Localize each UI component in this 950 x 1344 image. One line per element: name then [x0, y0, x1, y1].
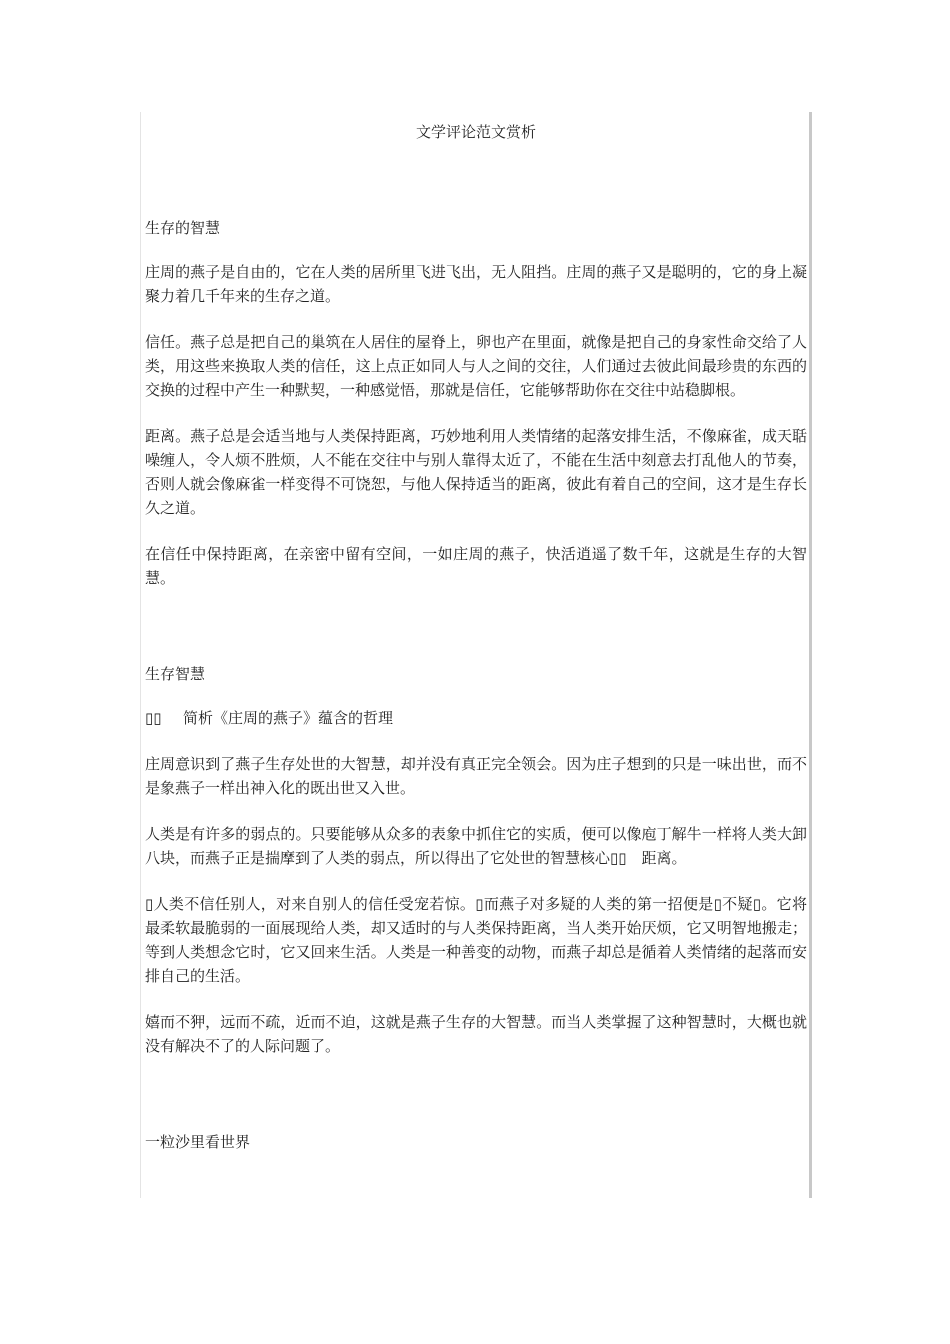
paragraph: 在信任中保持距离，在亲密中留有空间，一如庄周的燕子，快活逍遥了数千年，这就是生存的大智慧。	[145, 545, 807, 587]
page-border-right	[809, 112, 812, 1198]
page-border-left	[140, 112, 141, 1198]
subheading-mark: ▯▯	[145, 709, 162, 727]
section-heading: 生存智慧	[145, 665, 206, 683]
paragraph: 信任。燕子总是把自己的巢筑在人居住的屋脊上，卵也产在里面，就像是把自己的身家性命交给了人类，用这些来换取人类的信任，这上点正如同人与人之间的交往，人们通过去彼此间最珍贵的东西的交换的过程中产生一种默契，一种感觉悟，那就是信任，它能够帮助你在交往中站稳脚根。	[145, 333, 807, 399]
section-heading: 一粒沙里看世界	[145, 1133, 251, 1151]
subheading-text: 简析《庄周的燕子》蕴含的哲理	[183, 709, 394, 727]
paragraph: 距离。燕子总是会适当地与人类保持距离，巧妙地利用人类情绪的起落安排生活，不像麻雀，成天聒噪缠人，令人烦不胜烦，人不能在交往中与别人靠得太近了，不能在生活中刻意去打乱他人的节奏，否则人就会像麻雀一样变得不可饶恕，与他人保持适当的距离，彼此有着自己的空间，这才是生存长久之道。	[145, 427, 807, 517]
paragraph: 嬉而不狎，远而不疏，近而不迫，这就是燕子生存的大智慧。而当人类掌握了这种智慧时，大概也就没有解决不了的人际问题了。	[145, 1013, 807, 1055]
paragraph: 人类是有许多的弱点的。只要能够从众多的表象中抓住它的实质，便可以像庖丁解牛一样将人类大卸八块，而燕子正是揣摩到了人类的弱点，所以得出了它处世的智慧核心▯▯ 距离。	[145, 825, 807, 867]
paragraph: 庄周的燕子是自由的，它在人类的居所里飞进飞出，无人阻挡。庄周的燕子又是聪明的，它的身上凝聚力着几千年来的生存之道。	[145, 263, 807, 305]
paragraph: 庄周意识到了燕子生存处世的大智慧，却并没有真正完全领会。因为庄子想到的只是一味出世，而不是象燕子一样出神入化的既出世又入世。	[145, 755, 807, 797]
document-title: 文学评论范文赏析	[415, 123, 536, 141]
paragraph: ▯人类不信任别人，对来自别人的信任受宠若惊。▯而燕子对多疑的人类的第一招便是▯不疑▯。它将最柔软最脆弱的一面展现给人类，却又适时的与人类保持距离，当人类开始厌烦，它又明智地搬走；等到人类想念它时，它又回来生活。人类是一种善变的动物，而燕子却总是循着人类情绪的起落而安排自己的生活。	[145, 895, 807, 985]
section-subheading	[145, 706, 807, 730]
section-heading: 生存的智慧	[145, 219, 221, 237]
article-body	[145, 120, 807, 1154]
